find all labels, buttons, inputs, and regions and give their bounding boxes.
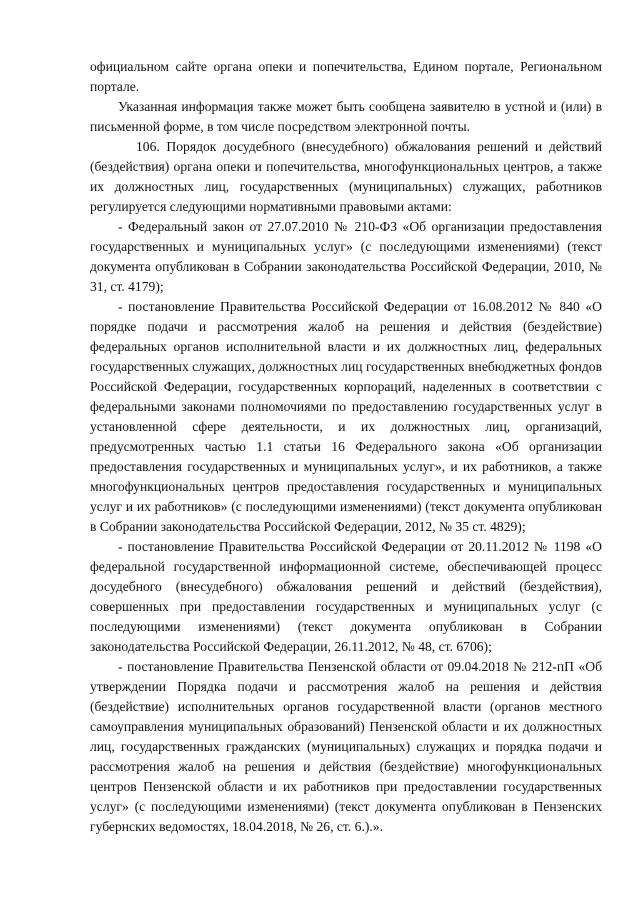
list-item-federal-law-210: - Федеральный закон от 27.07.2010 № 210-ФЗ «Об организации предоставления государственных и муниципальных услуг» (с последующими изменениями) (текст документа опубликован в Собрании законодательства Российской Федерации, 2010, № 31, ст. 4179);	[90, 219, 602, 294]
list-item-resolution-1198: - постановление Правительства Российской Федерации от 20.11.2012 № 1198 «О федеральной государственной информационной системе, обеспечивающей процесс досудебного (внесудебного) обжалования решений и действий (бездействия), совершенных при предоставлении государственных и муниципальных услуг (с последующими изменениями) (текст документа опубликован в Собрании законодательства Российской Федерации, 26.11.2012, № 48, ст. 6706);	[90, 539, 602, 654]
paragraph-info-communication: Указанная информация также может быть сообщена заявителю в устной и (или) в письменной форме, в том числе посредством электронной почты.	[90, 99, 602, 134]
document-page	[90, 57, 602, 837]
paragraph-portal-continuation: официальном сайте органа опеки и попечительства, Едином портале, Региональном портале.	[90, 59, 602, 94]
list-item-resolution-840: - постановление Правительства Российской Федерации от 16.08.2012 № 840 «О порядке подачи и рассмотрения жалоб на решения и действия (бездействие) федеральных органов исполнительной власти и их должностных лиц, федеральных государственных служащих, должностных лиц государственных внебюджетных фондов Российской Федерации, государственных корпораций, наделенных в соответствии с федеральными законами полномочиями по предоставлению государственных услуг в установленной сфере деятельности, и их должностных лиц, организаций, предусмотренных частью 1.1 статьи 16 Федерального закона «Об организации предоставления государственных и муниципальных услуг», и их работников, а также многофункциональных центров предоставления государственных и муниципальных услуг и их работников» (с последующими изменениями) (текст документа опубликован в Собрании законодательства Российской Федерации, 2012, № 35 ст. 4829);	[90, 299, 602, 534]
list-item-penza-resolution-212: - постановление Правительства Пензенской области от 09.04.2018 № 212-пП «Об утверждении Порядка подачи и рассмотрения жалоб на решения и действия (бездействие) исполнительных органов государственной власти (органов местного самоуправления муниципальных образований) Пензенской области и их должностных лиц, государственных гражданских (муниципальных) служащих и порядка подачи и рассмотрения жалоб на решения и действия (бездействие) многофункциональных центров Пензенской области и их работников при предоставлении государственных услуг» (с последующими изменениями) (текст документа опубликован в Пензенских губернских ведомостях, 18.04.2018, № 26, ст. 6.).».	[90, 659, 602, 834]
paragraph-106-appeal-procedure: 106. Порядок досудебного (внесудебного) обжалования решений и действий (бездействия) органа опеки и попечительства, многофункциональных центров, а также их должностных лиц, государственных (муниципальных) служащих, работников регулируется следующими нормативными правовыми актами:	[90, 139, 602, 214]
